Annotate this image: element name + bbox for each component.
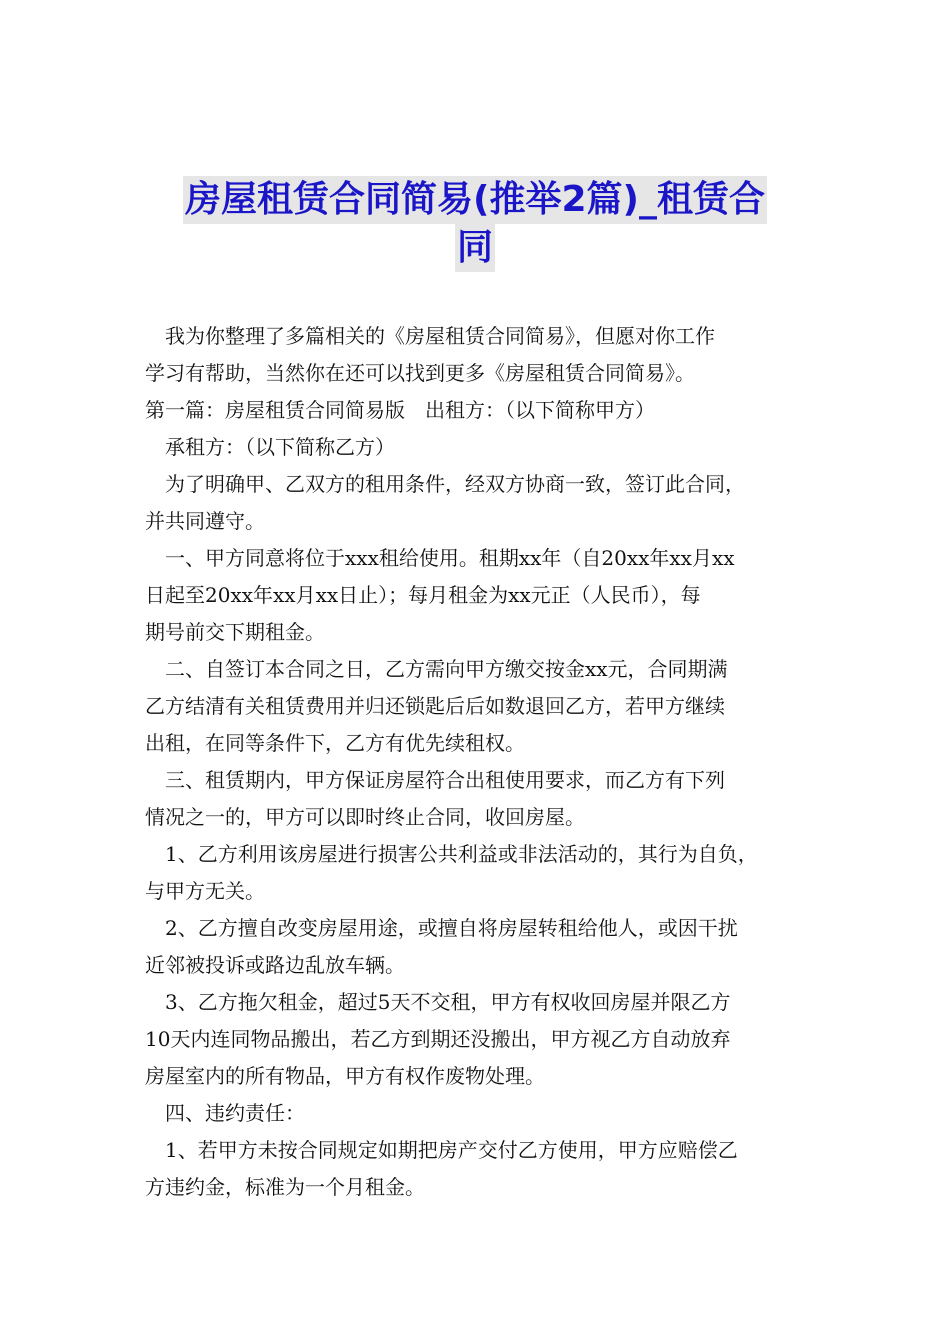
paragraph-line: 并共同遵守。 — [145, 509, 265, 533]
paragraph-line: 日起至20xx年xx月xx日止）；每月租金为xx元正（人民币），每 — [145, 583, 701, 607]
paragraph-line: 二、自签订本合同之日，乙方需向甲方缴交按金xx元，合同期满 — [145, 657, 728, 681]
document-title — [140, 176, 810, 272]
document-body — [145, 318, 815, 1206]
paragraph-line: 1、乙方利用该房屋进行损害公共利益或非法活动的，其行为自负， — [145, 842, 758, 866]
paragraph — [145, 762, 815, 836]
paragraph — [145, 466, 815, 540]
paragraph-line: 为了明确甲、乙双方的租用条件，经双方协商一致，签订此合同， — [145, 472, 745, 496]
paragraph-line: 三、租赁期内，甲方保证房屋符合出租使用要求，而乙方有下列 — [145, 768, 725, 792]
title-line-1: 房屋租赁合同简易(推举2篇)_租赁合 — [183, 176, 767, 224]
paragraph-line: 期号前交下期租金。 — [145, 620, 325, 644]
paragraph — [145, 429, 815, 466]
paragraph-line: 与甲方无关。 — [145, 879, 265, 903]
paragraph-line: 四、违约责任： — [145, 1101, 305, 1125]
paragraph-line: 一、甲方同意将位于xxx租给使用。租期xx年（自20xx年xx月xx — [145, 546, 735, 570]
paragraph — [145, 651, 815, 762]
paragraph-line: 1、若甲方未按合同规定如期把房产交付乙方使用，甲方应赔偿乙 — [145, 1138, 738, 1162]
paragraph-line: 10天内连同物品搬出，若乙方到期还没搬出，甲方视乙方自动放弃 — [145, 1027, 731, 1051]
paragraph-line: 2、乙方擅自改变房屋用途，或擅自将房屋转租给他人，或因干扰 — [145, 916, 738, 940]
paragraph-line: 我为你整理了多篇相关的《房屋租赁合同简易》，但愿对你工作 — [145, 324, 715, 348]
paragraph — [145, 1132, 815, 1206]
paragraph — [145, 1095, 815, 1132]
title-line-2: 同 — [455, 224, 495, 272]
paragraph — [145, 836, 815, 910]
paragraph-line: 承租方：（以下简称乙方） — [145, 435, 395, 459]
paragraph-line: 出租，在同等条件下，乙方有优先续租权。 — [145, 731, 525, 755]
paragraph — [145, 984, 815, 1095]
paragraph-line: 近邻被投诉或路边乱放车辆。 — [145, 953, 405, 977]
paragraph-line: 房屋室内的所有物品，甲方有权作废物处理。 — [145, 1064, 545, 1088]
paragraph — [145, 318, 815, 392]
paragraph-line: 方违约金，标准为一个月租金。 — [145, 1175, 425, 1199]
paragraph-line: 3、乙方拖欠租金，超过5天不交租，甲方有权收回房屋并限乙方 — [145, 990, 731, 1014]
paragraph-line: 学习有帮助，当然你在还可以找到更多《房屋租赁合同简易》。 — [145, 361, 695, 385]
paragraph — [145, 392, 815, 429]
paragraph — [145, 540, 815, 651]
paragraph — [145, 910, 815, 984]
paragraph-line: 第一篇：房屋租赁合同简易版 出租方：（以下简称甲方） — [145, 398, 655, 422]
paragraph-line: 乙方结清有关租赁费用并归还锁匙后后如数退回乙方，若甲方继续 — [145, 694, 725, 718]
paragraph-line: 情况之一的，甲方可以即时终止合同，收回房屋。 — [145, 805, 585, 829]
